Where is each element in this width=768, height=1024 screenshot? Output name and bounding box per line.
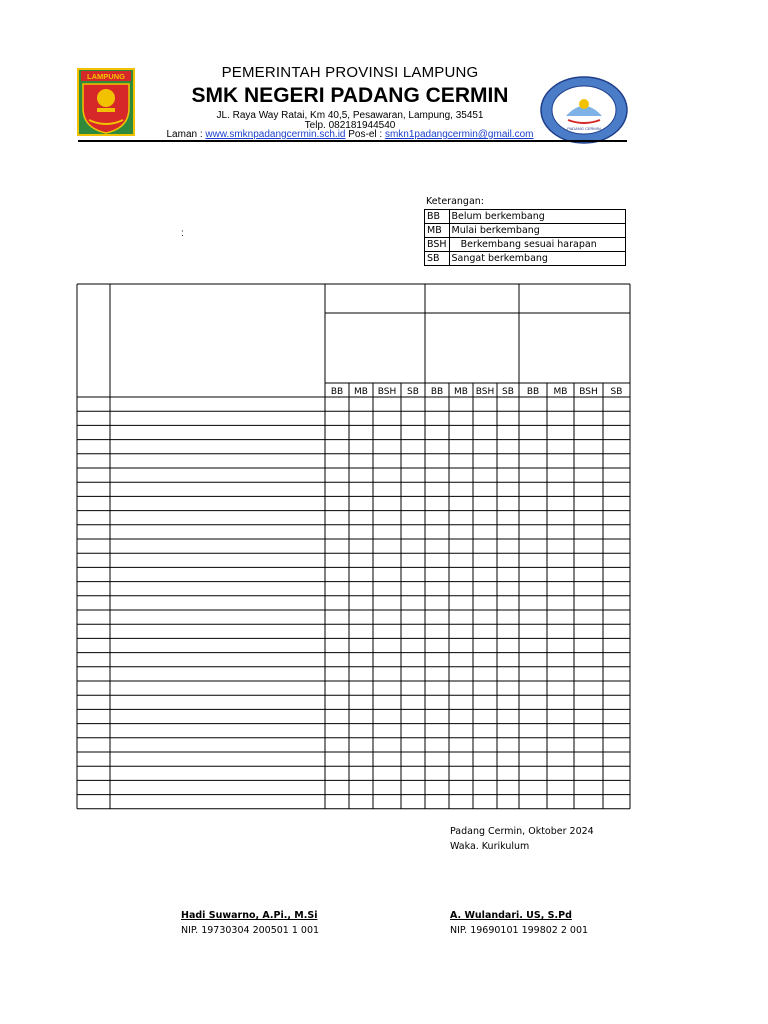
legend-code: BSH xyxy=(425,238,450,252)
posel-label: Pos-el : xyxy=(348,129,383,140)
logo-right-text: PADANG CERMIN xyxy=(567,126,601,131)
rating-column-header: BB xyxy=(330,387,344,397)
signer-position: Waka. Kurikulum xyxy=(450,841,530,852)
legend-code: MB xyxy=(425,224,450,238)
email-link[interactable]: smkn1padangcermin@gmail.com xyxy=(384,129,534,140)
school-name: SMK NEGERI PADANG CERMIN xyxy=(191,84,509,107)
rating-column-header: BB xyxy=(526,387,540,397)
rating-column-header: BB xyxy=(430,387,444,397)
rating-column-header: MB xyxy=(553,387,568,397)
right-signer-name: A. Wulandari. US, S.Pd xyxy=(450,910,572,921)
logo-left-text: LAMPUNG xyxy=(87,72,125,81)
rating-column-header: SB xyxy=(610,387,623,397)
rating-column-header: SB xyxy=(502,387,514,397)
legend-desc: Sangat berkembang xyxy=(449,252,625,266)
rating-column-header: MB xyxy=(354,387,368,397)
identity-colon: : xyxy=(181,228,184,239)
rating-column-header: BSH xyxy=(579,387,598,397)
legend-code: SB xyxy=(425,252,450,266)
rating-column-header: BSH xyxy=(377,387,397,397)
left-signer-name: Hadi Suwarno, A.Pi., M.Si xyxy=(181,910,318,921)
left-signer-nip: NIP. 19730304 200501 1 001 xyxy=(181,925,320,936)
school-phone: Telp. 082181944540 xyxy=(304,120,396,131)
right-signer-nip: NIP. 19690101 199802 2 001 xyxy=(450,925,589,936)
website-link[interactable]: www.smknpadangcermin.sch.id xyxy=(205,129,346,140)
legend-desc: Belum berkembang xyxy=(449,210,625,224)
legend-title: Keterangan: xyxy=(426,196,484,207)
place-date: Padang Cermin, Oktober 2024 xyxy=(450,826,594,837)
laman-label: Laman : xyxy=(166,129,203,140)
school-address: JL. Raya Way Ratai, Km 40,5, Pesawaran, Lampung, 35451 xyxy=(216,110,484,121)
legend-code: BB xyxy=(425,210,450,224)
government-title: PEMERINTAH PROVINSI LAMPUNG xyxy=(221,64,479,81)
legend-desc: Mulai berkembang xyxy=(449,224,625,238)
rating-column-header: BSH xyxy=(475,387,495,397)
rating-column-header: SB xyxy=(407,387,419,397)
legend-desc: Berkembang sesuai harapan xyxy=(449,238,625,252)
rating-column-header: MB xyxy=(454,387,468,397)
